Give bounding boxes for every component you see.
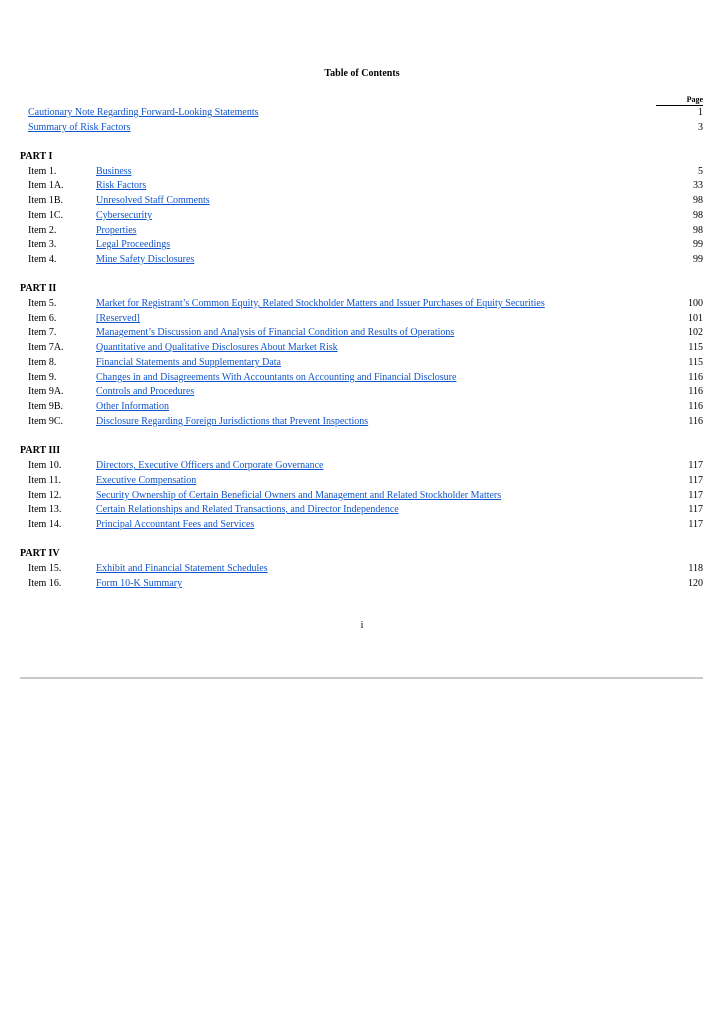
item-number: Item 9B.	[28, 401, 63, 412]
item-number: Item 15.	[28, 563, 62, 574]
toc-page-number: 115	[688, 342, 703, 353]
toc-row	[0, 179, 724, 193]
toc-row	[0, 209, 724, 223]
footer-page-number: i	[360, 620, 364, 631]
item-number: Item 8.	[28, 357, 57, 368]
item-number: Item 1.	[28, 166, 57, 177]
toc-link[interactable]: Disclosure Regarding Foreign Jurisdictions that Prevent Inspections	[96, 416, 369, 427]
toc-link[interactable]: Properties	[96, 225, 137, 236]
toc-link[interactable]: Executive Compensation	[96, 475, 197, 486]
item-number: Item 11.	[28, 475, 61, 486]
toc-row	[0, 341, 724, 355]
toc-link[interactable]: Cybersecurity	[96, 210, 153, 221]
item-number: Item 10.	[28, 460, 62, 471]
toc-row	[0, 385, 724, 399]
toc-link[interactable]: Financial Statements and Supplementary Data	[96, 357, 281, 368]
toc-row	[0, 194, 724, 208]
toc-page-number: 117	[688, 504, 703, 515]
item-number: Item 14.	[28, 519, 62, 530]
toc-link[interactable]: Quantitative and Qualitative Disclosures About Market Risk	[96, 342, 338, 353]
toc-link[interactable]: Unresolved Staff Comments	[96, 195, 210, 206]
toc-link[interactable]: Exhibit and Financial Statement Schedules	[96, 563, 268, 574]
toc-page-number: 5	[698, 166, 703, 177]
toc-link[interactable]: Management’s Discussion and Analysis of Financial Condition and Results of Operations	[96, 327, 455, 338]
item-number: Item 7A.	[28, 342, 64, 353]
toc-page-number: 117	[688, 490, 703, 501]
item-number: Item 6.	[28, 313, 57, 324]
toc-row	[0, 474, 724, 488]
toc-page-number: 116	[688, 416, 703, 427]
item-number: Item 1C.	[28, 210, 63, 221]
toc-page-number: 120	[688, 578, 703, 589]
toc-row	[0, 371, 724, 385]
toc-page-number: 118	[688, 563, 703, 574]
toc-page-number: 1	[698, 107, 703, 118]
page-column-header: Page	[656, 95, 703, 106]
toc-link[interactable]: Changes in and Disagreements With Accountants on Accounting and Financial Disclosure	[96, 372, 457, 383]
toc-row	[0, 356, 724, 370]
part-heading: PART III	[20, 445, 61, 456]
toc-link[interactable]: Risk Factors	[96, 180, 147, 191]
toc-link[interactable]: Principal Accountant Fees and Services	[96, 519, 255, 530]
toc-row	[0, 415, 724, 429]
toc-link[interactable]: Market for Registrant’s Common Equity, Related Stockholder Matters and Issuer Purchases of Equity Securities	[96, 298, 545, 309]
item-number: Item 3.	[28, 239, 57, 250]
toc-page-number: 115	[688, 357, 703, 368]
toc-page-number: 98	[693, 225, 703, 236]
toc-page-number: 98	[693, 195, 703, 206]
item-number: Item 1B.	[28, 195, 63, 206]
item-number: Item 12.	[28, 490, 62, 501]
toc-page-number: 116	[688, 372, 703, 383]
toc-row	[0, 577, 724, 591]
toc-row	[0, 312, 724, 326]
item-number: Item 13.	[28, 504, 62, 515]
toc-link-forward-looking[interactable]: Cautionary Note Regarding Forward-Looking Statements	[28, 107, 259, 118]
toc-page-number: 98	[693, 210, 703, 221]
item-number: Item 9C.	[28, 416, 63, 427]
toc-link[interactable]: Business	[96, 166, 132, 177]
toc-row	[0, 238, 724, 252]
item-number: Item 1A.	[28, 180, 64, 191]
toc-link[interactable]: Controls and Procedures	[96, 386, 195, 397]
toc-page-number: 99	[693, 239, 703, 250]
page-divider	[20, 677, 703, 679]
toc-page-number: 3	[698, 122, 703, 133]
toc-row	[0, 459, 724, 473]
toc-link[interactable]: Form 10-K Summary	[96, 578, 183, 589]
item-number: Item 2.	[28, 225, 57, 236]
toc-row	[0, 562, 724, 576]
toc-link[interactable]: Other Information	[96, 401, 170, 412]
toc-link[interactable]: Security Ownership of Certain Beneficial Owners and Management and Related Stockholder Matters	[96, 490, 502, 501]
toc-link[interactable]: [Reserved]	[96, 313, 140, 324]
toc-page-number: 117	[688, 460, 703, 471]
toc-row	[0, 121, 724, 135]
toc-page-number: 101	[688, 313, 703, 324]
toc-link[interactable]: Legal Proceedings	[96, 239, 171, 250]
toc-row	[0, 106, 724, 120]
toc-page-number: 117	[688, 475, 703, 486]
toc-page-number: 99	[693, 254, 703, 265]
toc-row	[0, 297, 724, 311]
toc-page-number: 116	[688, 386, 703, 397]
item-number: Item 9A.	[28, 386, 64, 397]
toc-page-number: 102	[688, 327, 703, 338]
toc-row	[0, 326, 724, 340]
page-title: Table of Contents	[324, 68, 400, 79]
toc-page-number: 100	[688, 298, 703, 309]
toc-row	[0, 253, 724, 267]
toc-link-risk-summary[interactable]: Summary of Risk Factors	[28, 122, 131, 133]
part-heading: PART IV	[20, 548, 60, 559]
toc-row	[0, 489, 724, 503]
toc-row	[0, 224, 724, 238]
part-heading: PART I	[20, 151, 53, 162]
toc-link[interactable]: Certain Relationships and Related Transactions, and Director Independence	[96, 504, 399, 515]
toc-row	[0, 165, 724, 179]
toc-link[interactable]: Mine Safety Disclosures	[96, 254, 195, 265]
item-number: Item 5.	[28, 298, 57, 309]
toc-row	[0, 518, 724, 532]
part-heading: PART II	[20, 283, 57, 294]
item-number: Item 16.	[28, 578, 62, 589]
toc-row	[0, 503, 724, 517]
item-number: Item 7.	[28, 327, 57, 338]
toc-page-number: 117	[688, 519, 703, 530]
toc-page-number: 116	[688, 401, 703, 412]
item-number: Item 4.	[28, 254, 57, 265]
item-number: Item 9.	[28, 372, 57, 383]
toc-link[interactable]: Directors, Executive Officers and Corporate Governance	[96, 460, 324, 471]
toc-row	[0, 400, 724, 414]
toc-page-number: 33	[693, 180, 703, 191]
